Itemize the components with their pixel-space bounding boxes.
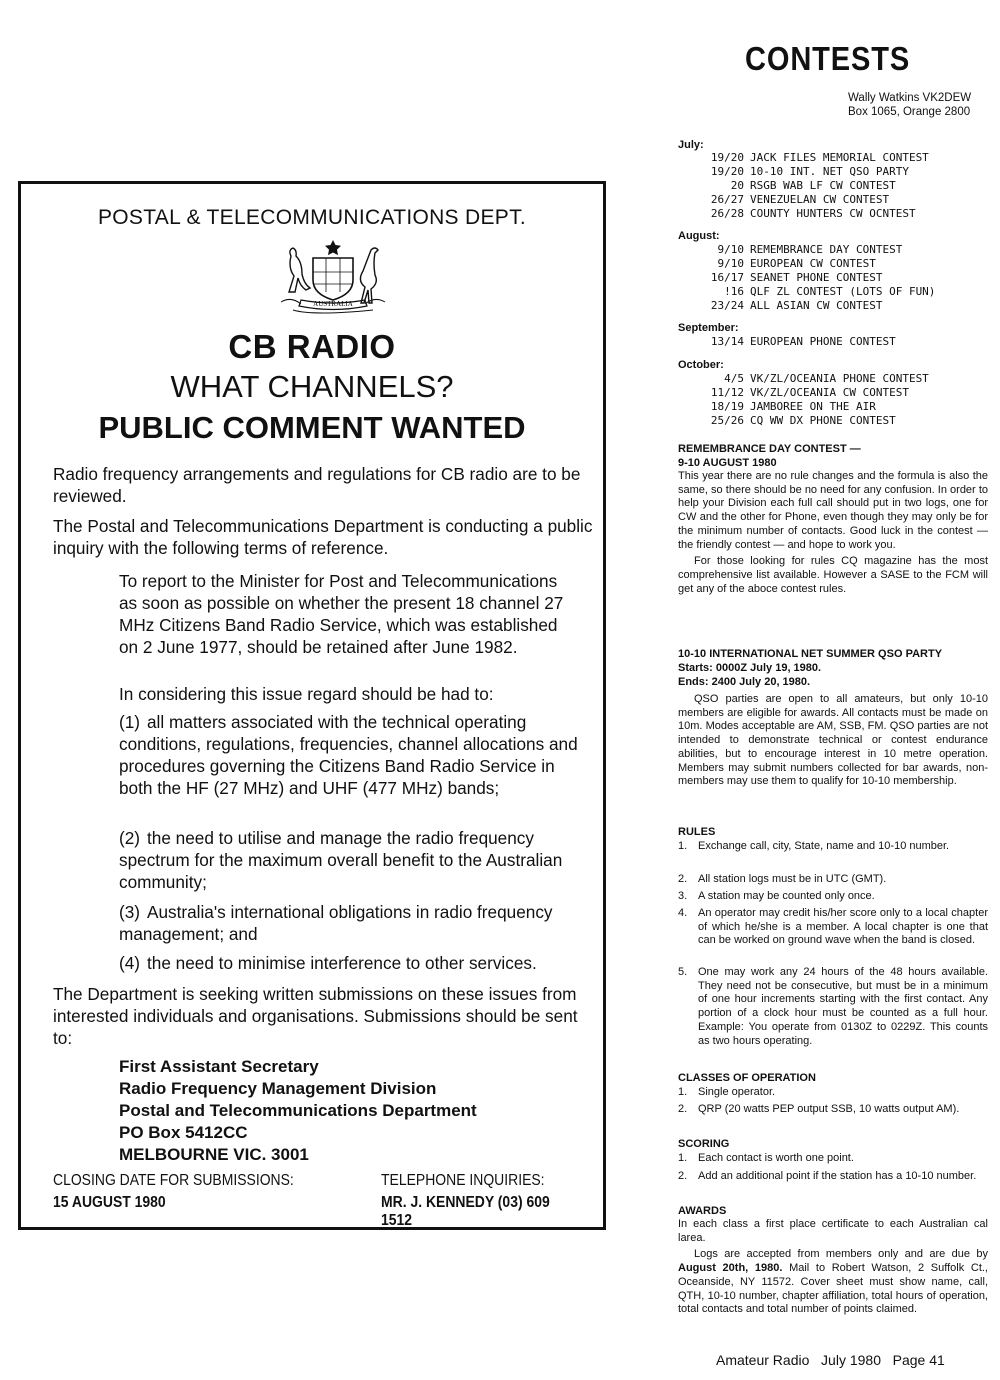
address-line-3: Postal and Telecommunications Department — [119, 1101, 477, 1120]
address-line-2: Radio Frequency Management Division — [119, 1079, 437, 1098]
contest-event: 9/10 REMEMBRANCE DAY CONTEST — [717, 243, 903, 256]
headline-comment: PUBLIC COMMENT WANTED — [98, 410, 526, 445]
month-heading: October: — [678, 359, 724, 371]
contest-event: 4/5 VK/ZL/OCEANIA PHONE CONTEST — [724, 372, 929, 385]
terms-of-reference: To report to the Minister for Post and Telecommunications as soon as possible on whether the present 18 channel 27 MHz Citizens Band Radio Service, which was established on 2 June 1977, should be retained after June 1982. — [119, 571, 564, 657]
regard-intro: In considering this issue regard should be had to: — [119, 684, 494, 704]
awards-paragraph: In each class a first place certificate to each Australian cal larea. Logs are accepted from members only and are due by August 20th, 1980. Mail to Robert Watson, 2 Suffolk Ct., Oceanside, NY 11572. Cover sheet must show name, call, QTH, 10-10 number, chapter affiliation, total hours of operation, total contacts and total number of points claimed. — [678, 1218, 988, 1316]
rule-item: 2. All station logs must be in UTC (GMT). — [678, 873, 887, 885]
section-heading: REMEMBRANCE DAY CONTEST — — [678, 443, 861, 455]
telephone-label: TELEPHONE INQUIRIES: — [381, 1172, 545, 1189]
scoring-item: 1. Each contact is worth one point. — [678, 1152, 854, 1164]
contest-event: 11/12 VK/ZL/OCEANIA CW CONTEST — [710, 386, 909, 399]
contest-event: 18/19 JAMBOREE ON THE AIR — [710, 400, 876, 413]
consideration-item-3: (3) Australia's international obligations in radio frequency management; and — [119, 902, 553, 944]
scoring-item: 2. Add an additional point if the station has a 10-10 number. — [678, 1170, 977, 1182]
coat-of-arms-icon — [273, 236, 393, 316]
contest-event: 19/20 JACK FILES MEMORIAL CONTEST — [710, 151, 929, 164]
class-item: 1. Single operator. — [678, 1086, 776, 1098]
contest-event: 16/17 SEANET PHONE CONTEST — [710, 271, 883, 284]
headline-channels: WHAT CHANNELS? — [170, 369, 454, 404]
qso-paragraph: QSO parties are open to all amateurs, but only 10-10 members are eligible for awards. All contacts must be made on 10m. Modes acceptable are AM, SSB, FM. QSO parties are not intended to demonstrate technical or contest endurance abilities, but to encourage interest in 10 metre operation. Members may submit numbers collected for bar awards, non-members may use them to qualify for 10-10 membership. — [678, 693, 988, 788]
contest-event: 13/14 EUROPEAN PHONE CONTEST — [710, 335, 896, 348]
section-subheading: 9-10 AUGUST 1980 — [678, 457, 777, 469]
page-footer: Amateur Radio July 1980 Page 41 — [716, 1352, 945, 1368]
rule-item: 4. An operator may credit his/her score only to a local chapter of which he/she is a member. A local chapter is one that can be worked on ground wave when the band is closed. — [678, 907, 988, 947]
address-line-4: PO Box 5412CC — [119, 1123, 248, 1142]
month-heading: August: — [678, 230, 720, 242]
qso-start-time: Starts: 0000Z July 19, 1980. — [678, 662, 822, 674]
classes-heading: CLASSES OF OPERATION — [678, 1072, 816, 1084]
consideration-item-2: (2) the need to utilise and manage the radio frequency spectrum for the maximum overall benefit to the Australian community; — [119, 828, 563, 892]
contest-event: 26/27 VENEZUELAN CW CONTEST — [710, 193, 890, 206]
rule-item: 5. One may work any 24 hours of the 48 hours available. They need not be consecutive, but must be in a minimum of one hour increments starting with the first contact. Any portion of a clock hour must be counted as a full hour. Example: You operate from 0130Z to 0229Z. This counts as two hours operating. — [678, 966, 988, 1047]
rules-heading: RULES — [678, 826, 716, 838]
rule-item: 1. Exchange call, city, State, name and 10-10 number. — [678, 840, 950, 852]
contest-event: 20 RSGB WAB LF CW CONTEST — [730, 179, 896, 192]
remembrance-paragraph: This year there are no rule changes and the formula is also the same, so there should be no need for any confusion. In order to help your Division each full call should put in two logs, one for CW and the other for Phone, even though they may only be for the minimum number of contacts. Good luck in the contest — the friendly contest — and hope to work you. For those looking for rules CQ magazine has the most comprehensive list available. However a SASE to the FCM will get any of the aboce contest rules. — [678, 470, 988, 595]
address-line-5: MELBOURNE VIC. 3001 — [119, 1145, 309, 1164]
consideration-item-1: (1) all matters associated with the technical operating conditions, regulations, frequencies, channel allocations and procedures governing the Citizens Band Radio Service in both the HF (27 MHz) and UHF (477 MHz) bands; — [119, 712, 578, 798]
closing-date-label: CLOSING DATE FOR SUBMISSIONS: — [53, 1172, 294, 1189]
closing-date-value: 15 AUGUST 1980 — [53, 1194, 166, 1211]
crest-label: AUSTRALIA — [313, 300, 353, 308]
qso-end-time: Ends: 2400 July 20, 1980. — [678, 676, 811, 688]
class-item: 2. QRP (20 watts PEP output SSB, 10 watts output AM). — [678, 1103, 960, 1115]
dept-heading: POSTAL & TELECOMMUNICATIONS DEPT. — [97, 206, 527, 229]
rule-item: 3. A station may be counted only once. — [678, 890, 875, 902]
contest-event: 26/28 COUNTY HUNTERS CW OCNTEST — [710, 207, 916, 220]
month-heading: July: — [678, 139, 704, 151]
submission-paragraph: The Department is seeking written submissions on these issues from interested individuals and organisations. Submissions should be sent to: — [53, 984, 578, 1048]
author-address: Box 1065, Orange 2800 — [848, 106, 971, 118]
contest-event: !16 QLF ZL CONTEST (LOTS OF FUN) — [724, 285, 936, 298]
telephone-value: MR. J. KENNEDY (03) 609 1512 — [381, 1194, 550, 1229]
contest-event: 23/24 ALL ASIAN CW CONTEST — [710, 299, 883, 312]
contest-event: 9/10 EUROPEAN CW CONTEST — [717, 257, 876, 270]
headline-cb-radio: CB RADIO — [228, 328, 396, 365]
advertisement-box — [18, 181, 606, 1230]
section-heading: 10-10 INTERNATIONAL NET SUMMER QSO PARTY — [678, 648, 943, 660]
month-heading: September: — [678, 322, 739, 334]
author-name: Wally Watkins VK2DEW — [848, 92, 972, 104]
contest-event: 19/20 10-10 INT. NET QSO PARTY — [710, 165, 909, 178]
ad-paragraph-1: Radio frequency arrangements and regulations for CB radio are to be reviewed. — [53, 464, 581, 506]
page-title: CONTESTS — [745, 40, 911, 77]
awards-heading: AWARDS — [678, 1205, 727, 1217]
contest-event: 25/26 CQ WW DX PHONE CONTEST — [710, 414, 896, 427]
scoring-heading: SCORING — [678, 1138, 730, 1150]
address-line-1: First Assistant Secretary — [119, 1057, 319, 1076]
ad-paragraph-2: The Postal and Telecommunications Department is conducting a public inquiry with the following terms of reference. — [53, 516, 593, 558]
consideration-item-4: (4) the need to minimise interference to other services. — [119, 953, 537, 973]
